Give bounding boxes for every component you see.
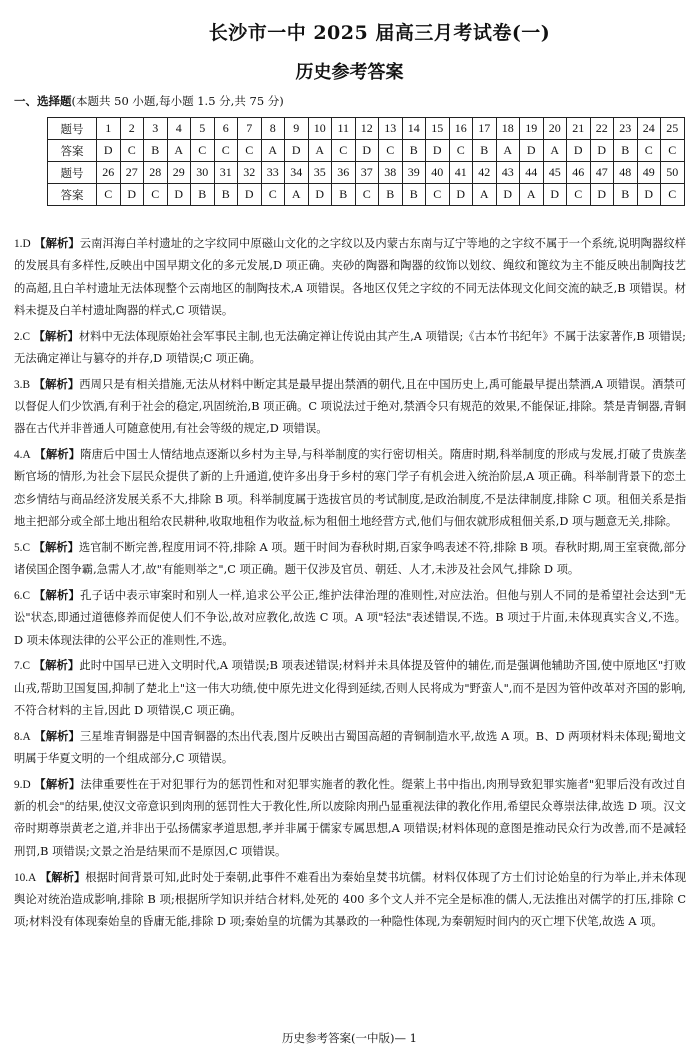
table-cell-number: 11: [332, 118, 356, 140]
item-number: 1.D: [14, 238, 31, 250]
table-cell-answer: A: [496, 140, 520, 162]
table-cell-number: 27: [120, 162, 144, 184]
item-text: 隋唐后中国士人情结地点逐渐以乡村为主导,与科举制度的实行密切相关。隋唐时期,科举制度的形成与发展,打破了贵族垄断官场的情形,为社会下层民众提供了新的上升通道,使许多出身于乡村的寒门学子有机会进入统治阶层,A 项正确。科举制背景下的恋土恋乡情结与商品经济发展关系不大,排除 B 项。科举制度属于选拔官员的考试制度,是政治制度,不是法律制度,排除 C 项。租佃关系是指地主把部分或全部土地出租给农民耕种,收取地租作为收益,标为租佃土地经营方式,他们与佃农就形成租佃关系,D 项与题意无关,排除。: [14, 448, 686, 529]
table-cell-number: 37: [355, 162, 379, 184]
table-cell-answer: B: [144, 140, 168, 162]
item-number: 3.B: [14, 378, 31, 391]
table-cell-answer: C: [379, 140, 403, 162]
analysis-tag: 【解析】: [33, 658, 80, 673]
explanation-item: [14, 866, 686, 934]
table-cell-number: 45: [543, 162, 567, 184]
answer-table-number-row: [48, 162, 685, 184]
table-cell-number: 13: [379, 118, 403, 140]
table-cell-answer: C: [426, 184, 450, 206]
table-cell-answer: D: [120, 184, 144, 206]
table-cell-number: 21: [567, 118, 591, 140]
table-cell-number: 14: [402, 118, 426, 140]
item-number: 2.C: [14, 330, 31, 343]
table-cell-number: 18: [496, 118, 520, 140]
page-title: 长沙市一中 2025 届高三月考试卷(一): [208, 22, 551, 44]
explanation-item: [14, 443, 686, 533]
table-cell-answer: B: [473, 140, 497, 162]
item-number: 5.C: [14, 541, 31, 554]
table-cell-number: 28: [144, 162, 168, 184]
page-subtitle: 历史参考答案: [295, 62, 404, 83]
table-cell-number: 23: [614, 118, 638, 140]
table-cell-number: 39: [402, 162, 426, 184]
analysis-tag: 【解析】: [34, 728, 80, 743]
table-cell-answer: A: [167, 140, 191, 162]
table-cell-answer: A: [308, 140, 332, 162]
table-cell-number: 25: [661, 118, 685, 140]
item-text: 选官制不断完善,程度用词不符,排除 A 项。题干时间为春秋时期,百家争鸣表述不符,排除 B 项。春秋时期,周王室衰微,部分诸侯国企图争霸,急需人才,故"有能则举之",C 项正确。题干仅涉及官员、朝廷、人才,未涉及社会风气,排除 D 项。: [14, 540, 687, 577]
table-cell-answer: A: [285, 184, 309, 206]
table-cell-answer: A: [473, 184, 497, 206]
item-text: 孔子话中表示审案时和别人一样,追求公平公正,维护法律治理的准则性,对应法治。但他与别人不同的是希望社会达到"无讼"状态,即通过道德修养而促使人们不争讼,故对应教化,故选 C 项。A 项"轻法"表述错误,不选。B 项过于片面,未体现真实含义,不选。D 项未体现法律的公平公正的准则性,不选。: [14, 588, 686, 647]
table-cell-answer: D: [355, 140, 379, 162]
answer-table: [47, 117, 685, 206]
item-text: 法律重要性在于对犯罪行为的惩罚性和对犯罪实施者的教化性。缇萦上书中指出,肉刑导致犯罪实施者"犯罪后没有改过自新的机会"的结果,使汉文帝意识到肉刑的惩罚性大于教化性,所以废除肉刑凸显重视法律的教化作用,希望民众尊崇法律,故选 D 项。汉文帝时期尊崇黄老之道,并非出于弘扬儒家孝道思想,孝并非属于儒家专属思想,A 项错误;材料体现的意图是推动民众行为改善,而不是减轻刑罚,B 项错误;文景之治是结果而不是原因,C 项错误。: [14, 777, 686, 858]
table-cell-number: 30: [191, 162, 215, 184]
section-heading: [14, 93, 284, 109]
table-cell-number: 43: [496, 162, 520, 184]
table-cell-answer: D: [520, 140, 544, 162]
table-cell-answer: B: [614, 184, 638, 206]
explanation-item: [14, 373, 686, 441]
table-cell-answer: C: [191, 140, 215, 162]
explanation-item: [14, 536, 686, 582]
table-cell-answer: A: [261, 140, 285, 162]
analysis-tag: 【解析】: [33, 376, 80, 391]
item-text: 此时中国早已进入文明时代,A 项错误;B 项表述错误;材料并未具体提及管仲的辅佐,而是强调他辅助齐国,使中原地区"打败山戎,帮助卫国复国,抑制了楚北上"这一伟大功绩,使中原先进文化得到延续,否则人民将成为"野蛮人",而不是因为管仲改革对齐国的影响,不符合材料的主旨,因此 D 项错误,C 项正确。: [14, 659, 686, 717]
table-cell-number: 29: [167, 162, 191, 184]
explanation-item: [14, 654, 686, 722]
item-text: 三星堆青铜器是中国青铜器的杰出代表,图片反映出古蜀国高超的青铜制造水平,故选 A 项。B、D 两项材料未体现;蜀地文明属于华夏文明的一个组成部分,C 项错误。: [14, 729, 686, 766]
table-cell-answer: B: [402, 140, 426, 162]
answer-table-number-row: [48, 118, 685, 140]
table-cell-answer: D: [590, 140, 614, 162]
analysis-tag: 【解析】: [39, 869, 86, 884]
table-cell-number: 36: [332, 162, 356, 184]
table-cell-number: 33: [261, 162, 285, 184]
table-cell-answer: C: [214, 140, 238, 162]
table-cell-answer: D: [97, 140, 121, 162]
section-note: (本题共 50 小题,每小题 1.5 分,共 75 分): [71, 94, 284, 108]
item-text: 材料中无法体现原始社会军事民主制,也无法确定禅让传说由其产生,A 项错误;《古本竹书纪年》不属于法家著作,B 项错误;无法确定禅让与篡夺的并存,D 项错误;C 项正确。: [14, 329, 686, 365]
table-cell-answer: B: [614, 140, 638, 162]
explanation-item: [14, 325, 686, 371]
table-cell-number: 31: [214, 162, 238, 184]
table-cell-answer: B: [332, 184, 356, 206]
table-cell-number: 38: [379, 162, 403, 184]
analysis-tag: 【解析】: [34, 776, 81, 791]
section-title: 一、选择题: [14, 94, 72, 108]
table-cell-number: 2: [120, 118, 144, 140]
table-cell-number: 8: [261, 118, 285, 140]
table-cell-number: 50: [661, 162, 685, 184]
table-cell-number: 49: [637, 162, 661, 184]
table-cell-answer: C: [120, 140, 144, 162]
item-number: 10.A: [14, 871, 37, 884]
analysis-tag: 【解析】: [34, 447, 81, 462]
analysis-tag: 【解析】: [33, 328, 79, 343]
explanation-item: [14, 725, 686, 771]
table-cell-number: 12: [355, 118, 379, 140]
table-cell-answer: C: [355, 184, 379, 206]
table-cell-answer: C: [97, 184, 121, 206]
page-footer: 历史参考答案(一中版)— 1: [282, 1031, 417, 1045]
explanation-item: [14, 773, 686, 863]
table-cell-number: 1: [97, 118, 121, 140]
table-cell-answer: C: [567, 184, 591, 206]
table-cell-number: 44: [520, 162, 544, 184]
table-cell-answer: C: [637, 140, 661, 162]
explanation-item: [14, 584, 686, 652]
row-label: 答案: [48, 140, 97, 162]
table-cell-number: 10: [308, 118, 332, 140]
item-number: 7.C: [14, 660, 31, 673]
table-cell-answer: C: [661, 184, 685, 206]
table-cell-answer: D: [238, 184, 262, 206]
row-label: 答案: [48, 184, 97, 206]
item-number: 6.C: [14, 589, 31, 602]
analysis-tag: 【解析】: [33, 539, 79, 554]
table-cell-answer: C: [238, 140, 262, 162]
table-cell-answer: B: [191, 184, 215, 206]
table-cell-answer: C: [661, 140, 685, 162]
analysis-tag: 【解析】: [33, 587, 81, 602]
table-cell-number: 17: [473, 118, 497, 140]
table-cell-number: 20: [543, 118, 567, 140]
explanation-item: [14, 232, 686, 322]
table-cell-number: 4: [167, 118, 191, 140]
table-cell-answer: D: [308, 184, 332, 206]
item-text: 云南洱海白羊村遗址的之字纹同中原磁山文化的之字纹以及内蒙古东南与辽宁等地的之字纹不属于一个系统,说明陶器纹样的发展具有多样性,反映出中国早期文化的多元发展,D 项正确。夹砂的陶器和陶器的纹饰以划纹、绳纹和篦纹为主不能反映出制陶技艺的高超,且白羊村遗址无法体现整个云南地区的制陶技术,A 项错误。各地区仅凭之字纹的不同无法体现文化间交流的缺乏,B 项错误。材料未提及白羊村遗址陶器的样式,C 项错误。: [14, 237, 686, 317]
analysis-tag: 【解析】: [34, 236, 80, 250]
table-cell-answer: D: [637, 184, 661, 206]
table-cell-answer: D: [543, 184, 567, 206]
table-cell-answer: C: [449, 140, 473, 162]
table-cell-answer: B: [402, 184, 426, 206]
table-cell-answer: C: [332, 140, 356, 162]
table-cell-number: 9: [285, 118, 309, 140]
table-cell-answer: D: [449, 184, 473, 206]
table-cell-number: 19: [520, 118, 544, 140]
table-cell-number: 48: [614, 162, 638, 184]
table-cell-number: 42: [473, 162, 497, 184]
table-cell-number: 15: [426, 118, 450, 140]
table-cell-number: 46: [567, 162, 591, 184]
item-text: 根据时间背景可知,此时处于秦朝,此事件不难看出为秦始皇焚书坑儒。材料仅体现了方士们讨论始皇的行为举止,并未体现舆论对统治造成影响,排除 B 项;根据所学知识并结合材料,处死的 400 多个文人并不完全是标准的儒人,无法推出对儒学的打压,排除 C 项;材料没有体现秦始皇的昏庸无能,排除 D 项;秦始皇的坑儒为其暴政的一种隐性体现,为秦朝短时间内的灭亡埋下伏笔,故选 A 项。: [14, 870, 686, 929]
table-cell-answer: D: [496, 184, 520, 206]
table-cell-answer: D: [167, 184, 191, 206]
item-text: 西周只是有相关措施,无法从材料中断定其是最早提出禁酒的朝代,且在中国历史上,禹可能最早提出禁酒,A 项错误。酒禁可以督促人们少饮酒,有利于社会的稳定,巩固统治,B 项正确。C 项说法过于绝对,禁酒令只有规范的效果,不能保证,排除。禁是青铜器,青铜器在古代并非普通人可随意使用,有社会等级的规定,D 项错误。: [14, 377, 686, 436]
table-cell-number: 26: [97, 162, 121, 184]
item-number: 4.A: [14, 449, 31, 462]
table-cell-number: 5: [191, 118, 215, 140]
row-label: 题号: [48, 118, 97, 140]
table-cell-number: 34: [285, 162, 309, 184]
table-cell-number: 3: [144, 118, 168, 140]
table-cell-answer: D: [426, 140, 450, 162]
table-cell-number: 24: [637, 118, 661, 140]
table-cell-answer: B: [214, 184, 238, 206]
table-cell-answer: C: [144, 184, 168, 206]
table-cell-answer: D: [285, 140, 309, 162]
answer-table-answer-row: [48, 184, 685, 206]
table-cell-answer: D: [567, 140, 591, 162]
table-cell-number: 6: [214, 118, 238, 140]
table-cell-answer: A: [520, 184, 544, 206]
table-cell-answer: A: [543, 140, 567, 162]
table-cell-number: 22: [590, 118, 614, 140]
table-cell-number: 16: [449, 118, 473, 140]
table-cell-number: 47: [590, 162, 614, 184]
row-label: 题号: [48, 162, 97, 184]
explanation-list: [14, 232, 686, 936]
table-cell-number: 41: [449, 162, 473, 184]
table-cell-answer: D: [590, 184, 614, 206]
table-cell-number: 7: [238, 118, 262, 140]
table-cell-number: 40: [426, 162, 450, 184]
table-cell-answer: C: [261, 184, 285, 206]
table-cell-number: 32: [238, 162, 262, 184]
item-number: 9.D: [14, 778, 31, 791]
table-cell-answer: B: [379, 184, 403, 206]
table-cell-number: 35: [308, 162, 332, 184]
item-number: 8.A: [14, 730, 31, 743]
answer-table-answer-row: [48, 140, 685, 162]
